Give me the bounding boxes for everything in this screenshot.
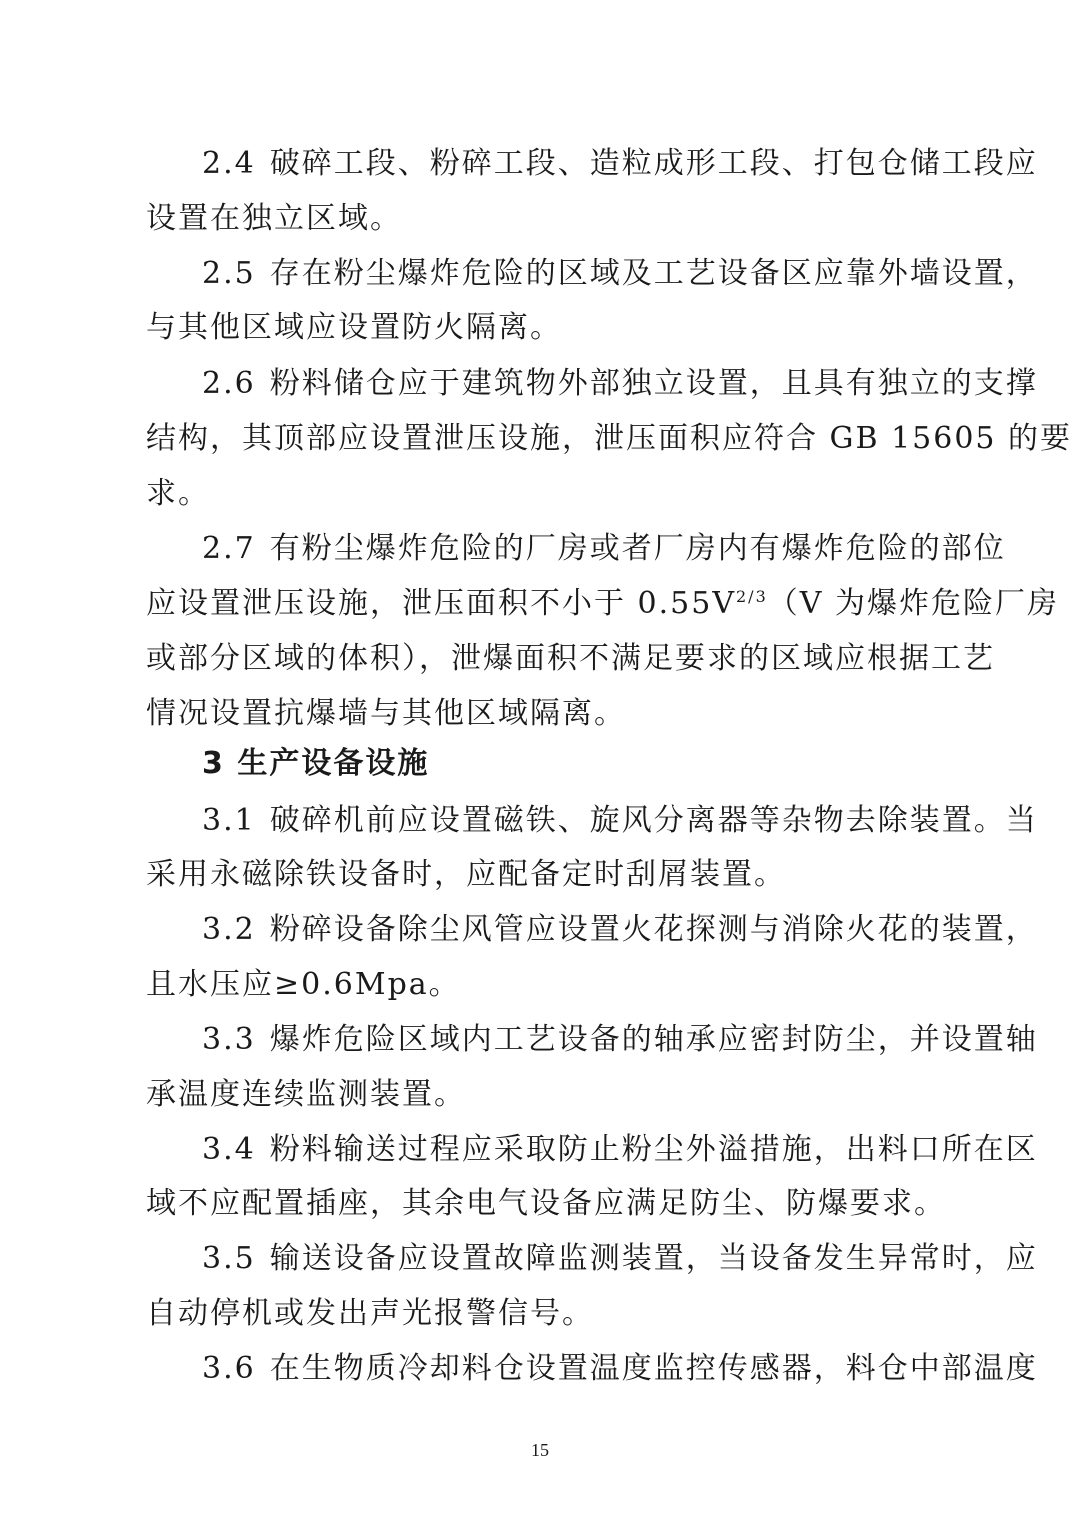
clause-text: 粉碎设备除尘风管应设置火花探测与消除火花的装置， <box>269 912 1038 947</box>
clause-2-6-line-3: 求。 <box>146 476 210 511</box>
clause-3-6-line-1 <box>0 1351 1080 1387</box>
clause-text: 应设置泄压设施，泄压面积不小于 0.55V <box>146 586 736 621</box>
clause-2-7-line-4: 情况设置抗爆墙与其他区域隔离。 <box>146 696 626 731</box>
clause-number: 2.6 <box>202 366 256 401</box>
clause-number: 3.3 <box>202 1022 256 1057</box>
clause-number: 3.2 <box>202 912 256 947</box>
clause-3-4-line-1 <box>0 1132 1080 1168</box>
exponent: 2/3 <box>736 587 768 606</box>
clause-2-7-line-3: 或部分区域的体积），泄爆面积不满足要求的区域应根据工艺 <box>146 641 995 676</box>
clause-3-1-line-2: 采用永磁除铁设备时，应配备定时刮屑装置。 <box>146 857 786 892</box>
clause-number: 3.1 <box>202 803 256 838</box>
clause-2-4-line-2: 设置在独立区域。 <box>146 201 402 236</box>
clause-3-4-line-2: 域不应配置插座，其余电气设备应满足防尘、防爆要求。 <box>146 1186 946 1221</box>
clause-2-7-line-2 <box>0 586 1080 622</box>
clause-number: 2.7 <box>202 531 256 566</box>
clause-2-6-line-2: 结构，其顶部应设置泄压设施，泄压面积应符合 GB 15605 的要 <box>146 421 1073 456</box>
clause-number: 2.5 <box>202 256 256 291</box>
clause-text: 破碎机前应设置磁铁、旋风分离器等杂物去除装置。当 <box>269 803 1038 838</box>
clause-text: 输送设备应设置故障监测装置，当设备发生异常时，应 <box>269 1241 1038 1276</box>
clause-3-2-line-2: 且水压应≥0.6Mpa。 <box>146 967 461 1002</box>
clause-text: 在生物质冷却料仓设置温度监控传感器，料仓中部温度 <box>269 1351 1038 1386</box>
clause-3-3-line-2: 承温度连续监测装置。 <box>146 1077 466 1112</box>
clause-number: 3.4 <box>202 1132 256 1167</box>
clause-number: 3.5 <box>202 1241 256 1276</box>
clause-number: 3.6 <box>202 1351 256 1386</box>
clause-text: （V 为爆炸危险厂房 <box>767 586 1059 621</box>
clause-text: 有粉尘爆炸危险的厂房或者厂房内有爆炸危险的部位 <box>269 531 1006 566</box>
clause-3-1-line-1 <box>0 803 1080 839</box>
clause-2-5-line-1 <box>0 256 1080 292</box>
clause-2-7-line-1 <box>0 531 1080 567</box>
clause-2-6-line-1 <box>0 366 1080 402</box>
clause-2-5-line-2: 与其他区域应设置防火隔离。 <box>146 310 562 345</box>
clause-number: 2.4 <box>202 146 256 181</box>
clause-3-5-line-2: 自动停机或发出声光报警信号。 <box>146 1296 594 1331</box>
clause-3-5-line-1 <box>0 1241 1080 1277</box>
clause-3-2-line-1 <box>0 912 1080 948</box>
section-3-heading: 3 生产设备设施 <box>202 746 430 781</box>
clause-text: 存在粉尘爆炸危险的区域及工艺设备区应靠外墙设置， <box>269 256 1038 291</box>
clause-text: 粉料储仓应于建筑物外部独立设置，且具有独立的支撑 <box>269 366 1038 401</box>
clause-3-3-line-1 <box>0 1022 1080 1058</box>
clause-text: 破碎工段、粉碎工段、造粒成形工段、打包仓储工段应 <box>269 146 1038 181</box>
clause-2-4-line-1 <box>0 146 1080 182</box>
clause-text: 粉料输送过程应采取防止粉尘外溢措施，出料口所在区 <box>269 1132 1038 1167</box>
clause-text: 爆炸危险区域内工艺设备的轴承应密封防尘，并设置轴 <box>269 1022 1038 1057</box>
page-number: 15 <box>531 1440 549 1460</box>
